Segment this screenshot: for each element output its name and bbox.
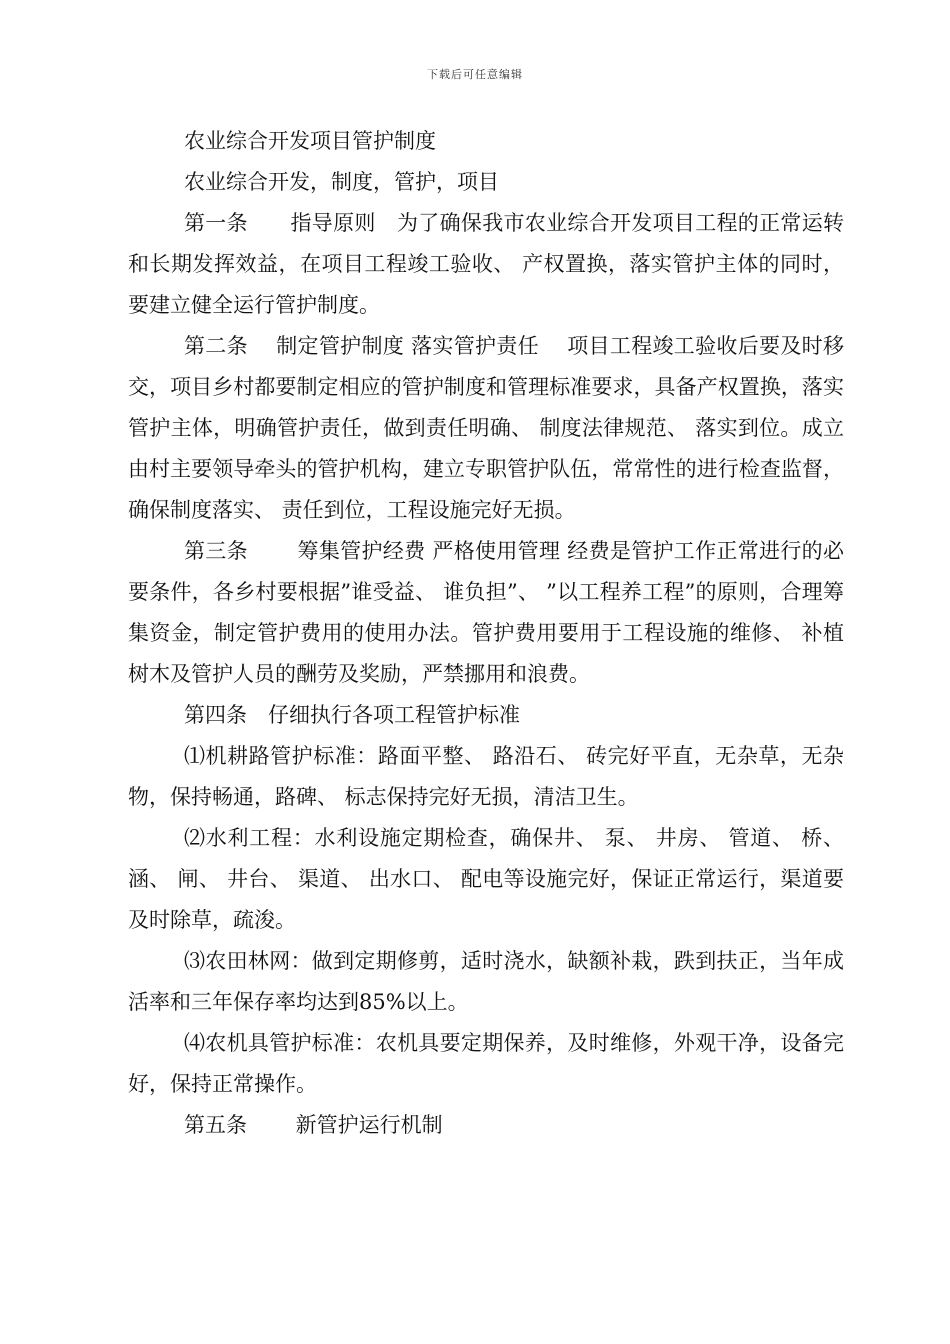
article-3: 第三条 筹集管护经费 严格使用管理 经费是管护工作正常进行的必要条件，各乡村要根据”谁受益、 谁负担”、 ”以工程养工程”的原则，合理筹集资金，制定管护费用的使用办法。管护费用要用于工程设施的维修、 补植树木及管护人员的酬劳及奖励，严禁挪用和浪费。 <box>128 539 844 686</box>
document-keywords: 农业综合开发，制度，管护，项目 <box>184 170 499 194</box>
page-header-note: 下载后可任意编辑 <box>427 68 523 81</box>
article-4-item-1: ⑴机耕路管护标准：路面平整、 路沿石、 砖完好平直，无杂草，无杂物，保持畅通，路碑、 标志保持完好无损，清洁卫生。 <box>128 744 844 809</box>
article-4-heading: 第四条 仔细执行各项工程管护标准 <box>184 703 520 727</box>
article-2: 第二条 制定管护制度 落实管护责任 项目工程竣工验收后要及时移交，项目乡村都要制定相应的管护制度和管理标准要求，具备产权置换，落实管护主体，明确管护责任，做到责任明确、 制度法律规范、 落实到位。成立由村主要领导牵头的管护机构，建立专职管护队伍，常常性的进行检查监督，确保制度落实、 责任到位，工程设施完好无损。 <box>128 334 844 522</box>
article-5-heading: 第五条 新管护运行机制 <box>184 1113 443 1137</box>
document-body <box>128 121 844 1146</box>
article-4-item-4: ⑷农机具管护标准：农机具要定期保养，及时维修，外观干净，设备完好，保持正常操作。 <box>128 1031 844 1096</box>
article-1: 第一条 指导原则 为了确保我市农业综合开发项目工程的正常运转和长期发挥效益，在项目工程竣工验收、 产权置换，落实管护主体的同时，要建立健全运行管护制度。 <box>128 211 844 317</box>
article-4-item-2: ⑵水利工程：水利设施定期检查，确保井、 泵、 井房、 管道、 桥、 涵、 闸、 井台、 渠道、 出水口、 配电等设施完好，保证正常运行，渠道要及时除草，疏浚。 <box>128 826 844 932</box>
document-title: 农业综合开发项目管护制度 <box>184 129 436 153</box>
article-4-item-3: ⑶农田林网：做到定期修剪，适时浇水，缺额补栽，跌到扶正，当年成活率和三年保存率均达到85%以上。 <box>128 949 844 1014</box>
